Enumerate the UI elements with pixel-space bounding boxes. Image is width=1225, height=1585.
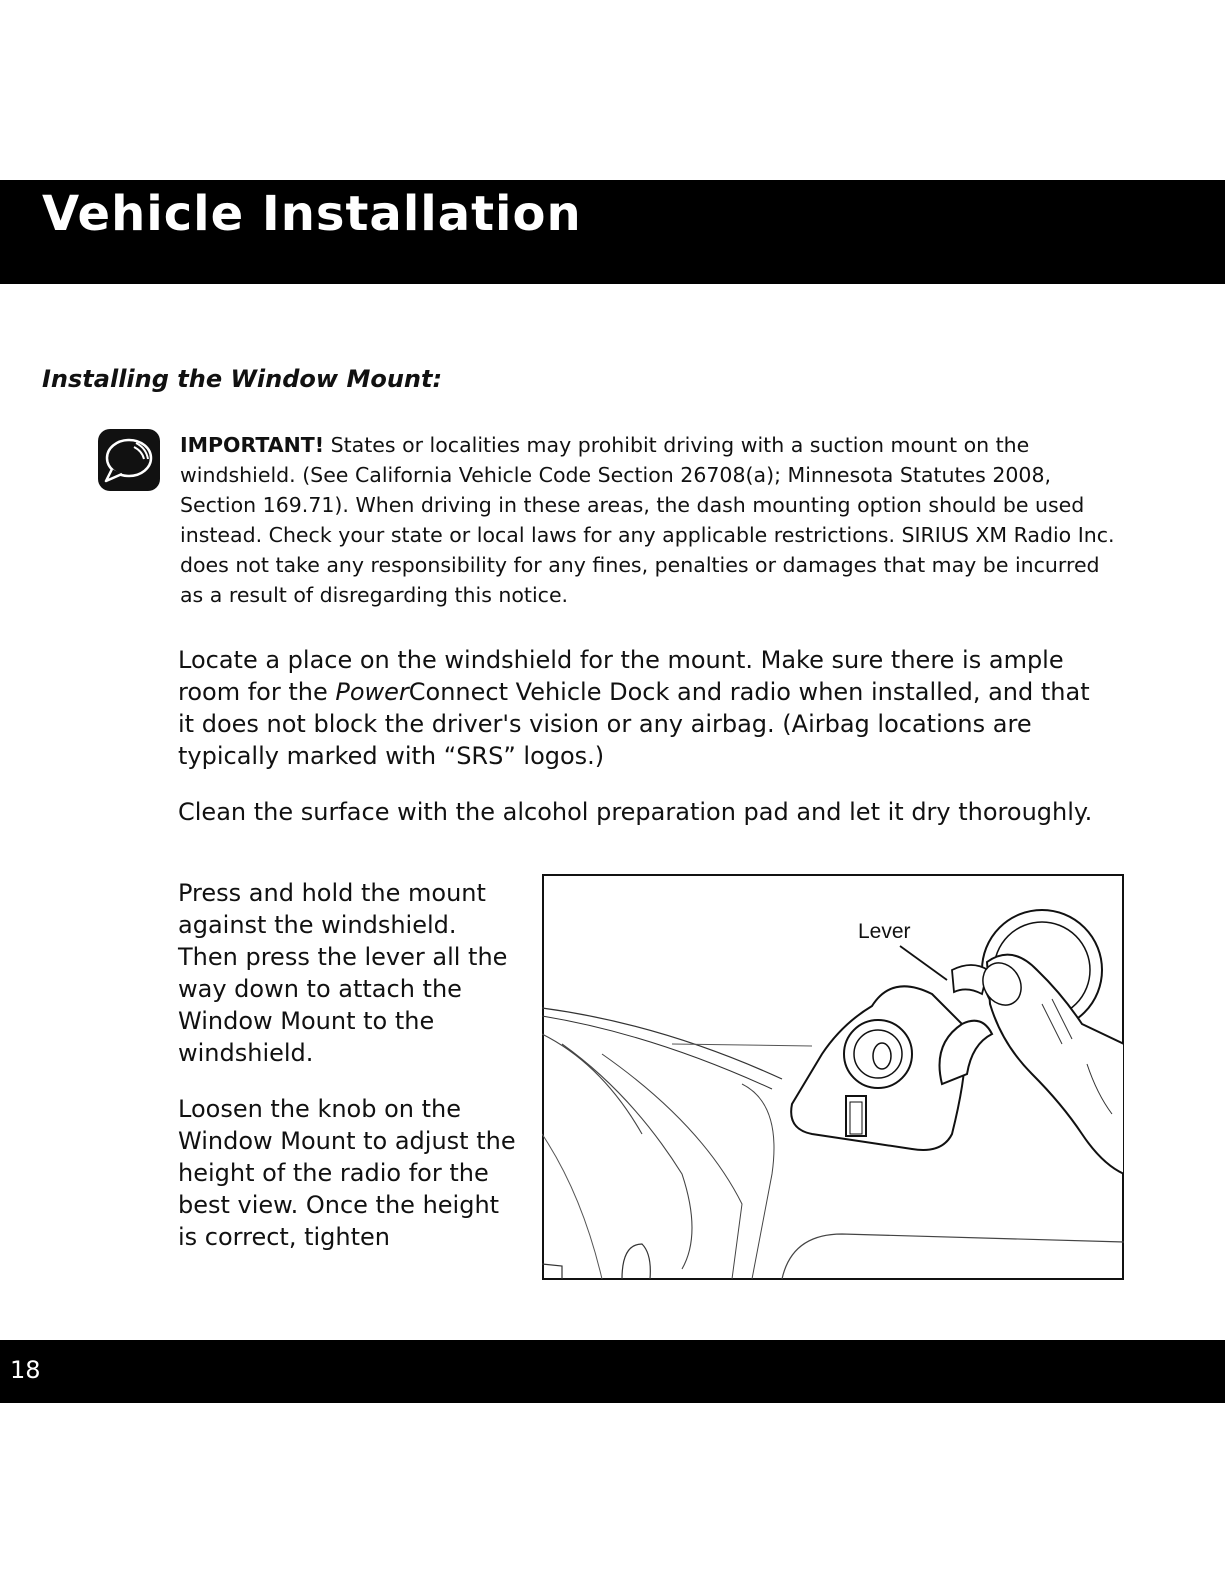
lever-label: Lever <box>858 920 911 943</box>
important-note <box>180 430 1120 610</box>
important-label: IMPORTANT! <box>180 433 325 457</box>
section-heading: Installing the Window Mount: <box>42 365 443 393</box>
window-mount-illustration <box>542 874 1124 1280</box>
step-press-paragraph: Press and hold the mount against the windshield. Then press the lever all the way down to attach the Window Mount to the windshield. <box>178 879 508 1067</box>
step-locate-text-2: Connect Vehicle Dock and radio when installed, and that it does not block the driver's vision or any airbag. (Airbag locations are typically marked with “SRS” logos.) <box>178 678 1090 770</box>
page-title: Vehicle Installation <box>42 186 582 242</box>
speech-bubble-icon <box>98 429 160 491</box>
step-clean-paragraph: Clean the surface with the alcohol preparation pad and let it dry thoroughly. <box>178 798 1093 826</box>
brand-power-italic: Power <box>335 678 409 706</box>
step-adjust-paragraph: Loosen the knob on the Window Mount to adjust the height of the radio for the best view. Once the height is correct, tighten <box>178 1095 516 1251</box>
step-locate-paragraph <box>178 644 1098 772</box>
footer-bar <box>0 1340 1225 1403</box>
page-number: 18 <box>10 1356 41 1384</box>
step-locate-text-1: Locate a place on the windshield for the mount. Make sure there is ample room for the <box>178 646 1064 706</box>
important-note-text: States or localities may prohibit driving with a suction mount on the windshield. (See California Vehicle Code Section 26708(a); Minnesota Statutes 2008, Section 169.71). When driving in these areas, the dash mounting option should be used instead. Check your state or local laws for any applicable restrictions. SIRIUS XM Radio Inc. does not take any responsibility for any fines, penalties or damages that may be incurred as a result of disregarding this notice. <box>180 433 1115 607</box>
